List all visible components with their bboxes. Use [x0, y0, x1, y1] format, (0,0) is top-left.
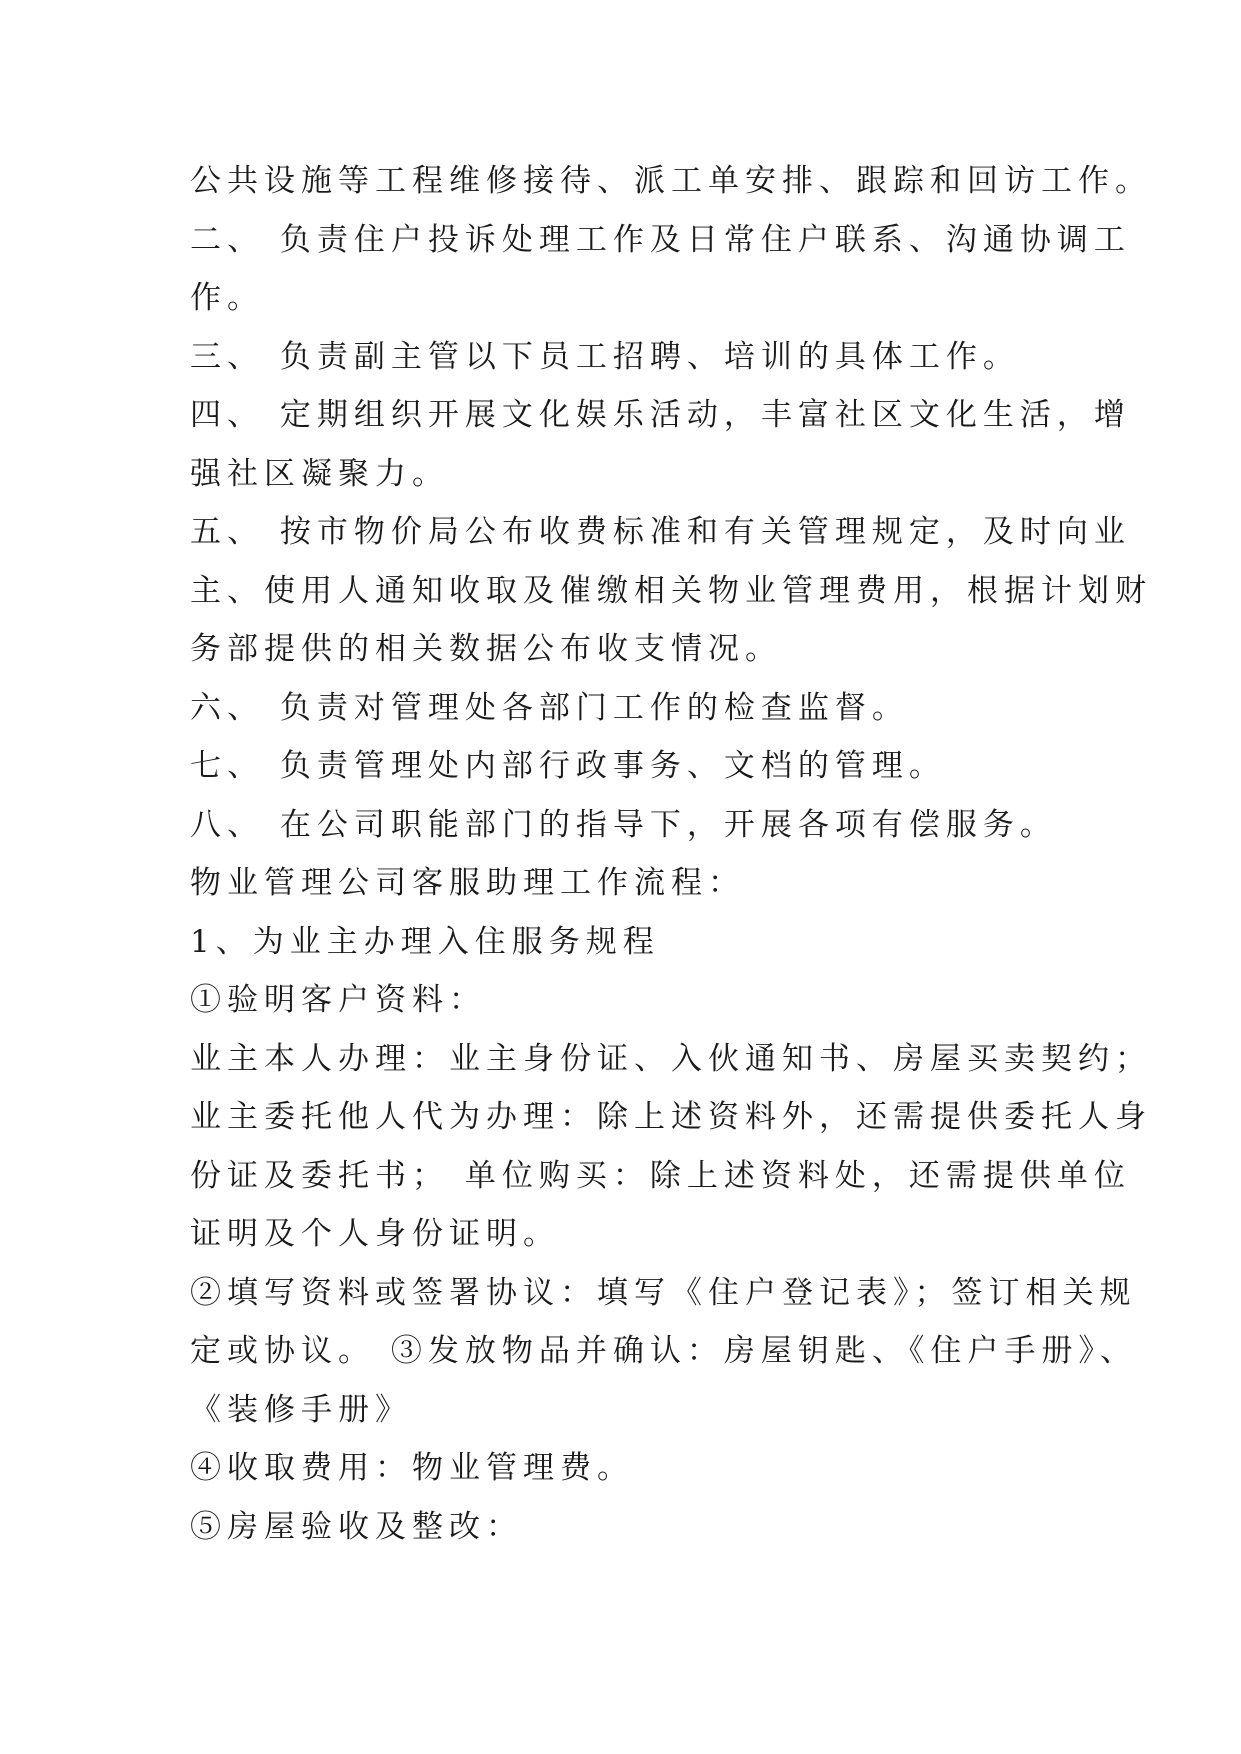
text-line: 作。	[190, 280, 264, 316]
text-line: 七、 负责管理处内部行政事务、文档的管理。	[190, 748, 946, 784]
text-line: 二、 负责住户投诉处理工作及日常住户联系、沟通协调工	[190, 221, 1131, 258]
text-line: 务部提供的相关数据公布收支情况。	[190, 631, 782, 667]
text-line: 定或协议。 ③发放物品并确认：房屋钥匙、《住户手册》、	[190, 1333, 1137, 1369]
text-line: 公共设施等工程维修接待、派工单安排、跟踪和回访工作。	[190, 163, 1152, 199]
text-line: ④收取费用：物业管理费。	[190, 1450, 634, 1486]
text-line: ①验明客户资料：	[190, 982, 486, 1018]
text-line: 五、 按市物价局公布收费标准和有关管理规定，及时向业	[190, 514, 1131, 550]
text-line: 六、 负责对管理处各部门工作的检查监督。	[190, 689, 909, 726]
text-line: 强社区凝聚力。	[190, 455, 449, 492]
text-line: 业主本人办理：业主身份证、入伙通知书、房屋买卖契约；	[190, 1040, 1152, 1077]
text-line: 份证及委托书； 单位购买：除上述资料处，还需提供单位	[190, 1157, 1131, 1194]
text-line: 三、 负责副主管以下员工招聘、培训的具体工作。	[190, 338, 1020, 375]
text-line: 《装修手册》	[190, 1391, 412, 1428]
text-line: 主、使用人通知收取及催缴相关物业管理费用，根据计划财	[190, 572, 1152, 609]
document-body	[190, 152, 1152, 1556]
text-line: 证明及个人身份证明。	[190, 1216, 560, 1252]
text-line: 业主委托他人代为办理：除上述资料外，还需提供委托人身	[190, 1099, 1152, 1135]
text-line: ②填写资料或签署协议：填写《住户登记表》；签订相关规	[190, 1274, 1137, 1311]
text-line: 四、 定期组织开展文化娱乐活动，丰富社区文化生活，增	[190, 397, 1131, 433]
text-line: 八、 在公司职能部门的指导下，开展各项有偿服务。	[190, 806, 1057, 843]
text-line: 物业管理公司客服助理工作流程：	[190, 865, 745, 901]
text-line: ⑤房屋验收及整改：	[190, 1508, 523, 1545]
text-line: 1、为业主办理入住服务规程	[190, 923, 660, 960]
